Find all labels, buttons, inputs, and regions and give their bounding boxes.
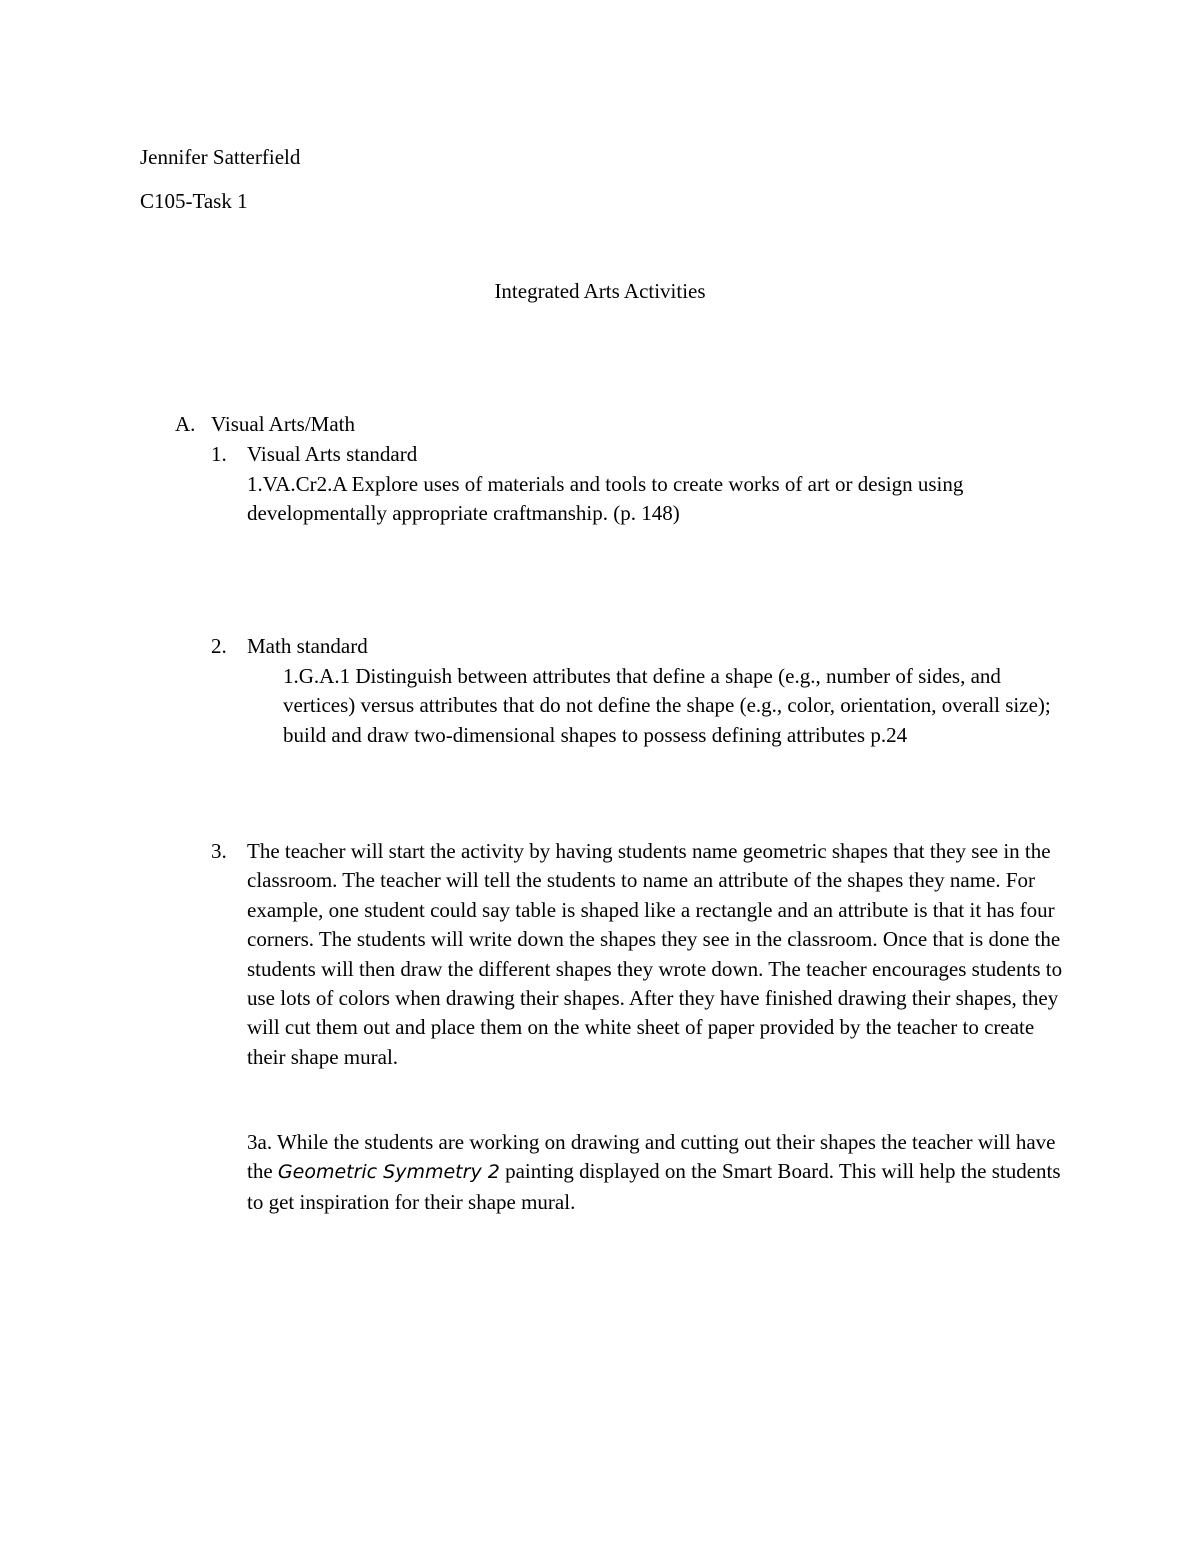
item-2-marker: 2. [211,634,227,658]
author-name: Jennifer Satterfield [140,145,301,169]
item-3-marker: 3. [211,839,227,863]
activity-description: The teacher will start the activity by having students name geometric shapes that they see in the classroom. The teacher will tell the students to name an attribute of the shapes they name. For example, one student could say table is shaped like a rectangle and an attribute is that it has four corners. The students will write down the shapes they see in the classroom. Once that is done the students will then draw the different shapes they wrote down. The teacher encourages students to use lots of colors when drawing their shapes. After they have finished drawing their shapes, they will cut them out and place them on the white sheet of paper provided by the teacher to create their shape mural. [247,839,1063,1069]
visual-arts-standard-text: 1.VA.Cr2.A Explore uses of materials and tools to create works of art or design using developmentally appropriate craftmanship. (p. 148) [247,472,964,526]
item-1-marker: 1. [211,442,227,466]
section-a-marker: A. [175,412,196,436]
document-title: Integrated Arts Activities [494,279,706,303]
painting-title: Geometric Symmetry 2 [277,1161,500,1184]
course-task: C105-Task 1 [140,189,248,213]
section-a-heading: Visual Arts/Math [211,412,355,436]
math-standard-heading: Math standard [247,634,368,658]
math-standard-text: 1.G.A.1 Distinguish between attributes that define a shape (e.g., number of sides, and vertices) versus attributes that do not define the shape (e.g., color, orientation, overall size); build and draw two-dimensional shapes to possess defining attributes p.24 [283,664,1051,747]
subpoint-3a-text-before: 3a. While the students are working on drawing and cutting out their shapes the teacher will have the [247,1130,1056,1184]
visual-arts-standard-heading: Visual Arts standard [247,442,418,466]
subpoint-3a-text-after: painting displayed on the Smart Board. This will help the students to get inspiration for their shape mural. [247,1159,1061,1214]
activity-subpoint-3a [247,1128,1077,1217]
